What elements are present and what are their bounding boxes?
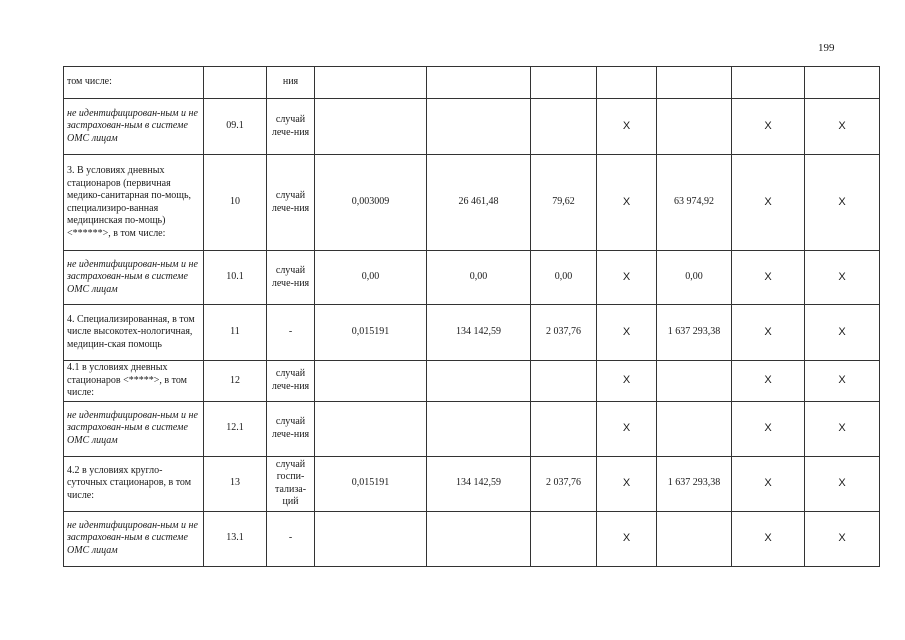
row-mark-cell: X: [597, 361, 657, 402]
row-mark-cell: X: [732, 401, 805, 456]
row-total-cell: [657, 401, 732, 456]
row-mark-cell: X: [732, 155, 805, 251]
table-row: [64, 305, 880, 361]
row-number-cell: 12: [204, 361, 267, 402]
row-number-cell: 10: [204, 155, 267, 251]
row-percapita-cell: [531, 67, 597, 99]
table-row: [64, 511, 880, 566]
table-row: [64, 251, 880, 305]
table-row: [64, 99, 880, 155]
row-unit-cell: случай лече-ния: [267, 401, 315, 456]
row-total-cell: 0,00: [657, 251, 732, 305]
row-name-cell: 3. В условиях дневных стационаров (первичная медико-санитарная по-мощь, специализиро-ванная медицинская по-мощь)<******>, в том числе:: [64, 155, 204, 251]
row-name-cell: не идентифицирован-ным и не застрахован-ным в системе ОМС лицам: [64, 511, 204, 566]
row-mark-cell: X: [597, 99, 657, 155]
row-total-cell: [657, 511, 732, 566]
row-total-cell: [657, 67, 732, 99]
row-unit-cell: -: [267, 305, 315, 361]
row-name-cell: 4. Специализированная, в том числе высокотех-нологичная, медицин-ская помощь: [64, 305, 204, 361]
row-unit-cell: случай лече-ния: [267, 99, 315, 155]
row-percapita-cell: 2 037,76: [531, 305, 597, 361]
row-percapita-cell: 0,00: [531, 251, 597, 305]
row-percapita-cell: [531, 401, 597, 456]
row-cost-cell: 134 142,59: [427, 456, 531, 511]
row-percapita-cell: [531, 99, 597, 155]
row-number-cell: 11: [204, 305, 267, 361]
row-total-cell: 63 974,92: [657, 155, 732, 251]
row-number-cell: 10.1: [204, 251, 267, 305]
row-number-cell: [204, 67, 267, 99]
row-name-cell: не идентифицирован-ным и не застрахован-ным в системе ОМС лицам: [64, 401, 204, 456]
row-mark-cell: X: [732, 361, 805, 402]
row-cost-cell: [427, 401, 531, 456]
row-norm-cell: [315, 361, 427, 402]
row-percapita-cell: [531, 361, 597, 402]
row-number-cell: 13.1: [204, 511, 267, 566]
row-mark-cell: X: [805, 361, 880, 402]
row-unit-cell: ния: [267, 67, 315, 99]
row-total-cell: 1 637 293,38: [657, 456, 732, 511]
row-norm-cell: 0,003009: [315, 155, 427, 251]
row-norm-cell: 0,015191: [315, 305, 427, 361]
row-norm-cell: [315, 67, 427, 99]
table-row: [64, 401, 880, 456]
row-unit-cell: случай лече-ния: [267, 361, 315, 402]
page-number: 199: [818, 42, 835, 54]
row-percapita-cell: [531, 511, 597, 566]
row-cost-cell: [427, 361, 531, 402]
row-mark-cell: X: [805, 99, 880, 155]
row-mark-cell: X: [732, 251, 805, 305]
data-table: [63, 66, 880, 567]
row-unit-cell: случай госпи-тализа-ций: [267, 456, 315, 511]
table-row: [64, 456, 880, 511]
row-mark-cell: X: [805, 305, 880, 361]
row-norm-cell: [315, 99, 427, 155]
row-mark-cell: X: [805, 456, 880, 511]
row-mark-cell: X: [597, 305, 657, 361]
row-mark-cell: X: [732, 99, 805, 155]
row-name-cell: том числе:: [64, 67, 204, 99]
row-unit-cell: случай лече-ния: [267, 251, 315, 305]
row-name-cell: 4.1 в условиях дневных стационаров <*****>, в том числе:: [64, 361, 204, 402]
row-cost-cell: 26 461,48: [427, 155, 531, 251]
row-norm-cell: [315, 401, 427, 456]
row-mark-cell: X: [597, 401, 657, 456]
row-percapita-cell: 2 037,76: [531, 456, 597, 511]
table-body: [64, 67, 880, 567]
row-total-cell: [657, 99, 732, 155]
row-name-cell: 4.2 в условиях кругло-суточных стационаров, в том числе:: [64, 456, 204, 511]
row-mark-cell: X: [805, 251, 880, 305]
row-cost-cell: [427, 511, 531, 566]
table-row: [64, 155, 880, 251]
row-unit-cell: -: [267, 511, 315, 566]
row-mark-cell: [805, 67, 880, 99]
row-mark-cell: [597, 67, 657, 99]
row-total-cell: 1 637 293,38: [657, 305, 732, 361]
row-mark-cell: X: [597, 511, 657, 566]
row-mark-cell: X: [805, 155, 880, 251]
row-norm-cell: 0,00: [315, 251, 427, 305]
row-number-cell: 13: [204, 456, 267, 511]
row-mark-cell: X: [732, 511, 805, 566]
table-row: [64, 361, 880, 402]
row-cost-cell: [427, 99, 531, 155]
row-mark-cell: X: [597, 155, 657, 251]
row-mark-cell: X: [805, 401, 880, 456]
row-unit-cell: случай лече-ния: [267, 155, 315, 251]
row-percapita-cell: 79,62: [531, 155, 597, 251]
row-name-cell: не идентифицирован-ным и не застрахован-ным в системе ОМС лицам: [64, 99, 204, 155]
row-mark-cell: X: [597, 456, 657, 511]
row-number-cell: 09.1: [204, 99, 267, 155]
row-cost-cell: 134 142,59: [427, 305, 531, 361]
row-total-cell: [657, 361, 732, 402]
table-row: [64, 67, 880, 99]
row-cost-cell: 0,00: [427, 251, 531, 305]
row-mark-cell: X: [805, 511, 880, 566]
row-mark-cell: X: [732, 456, 805, 511]
row-name-cell: не идентифицирован-ным и не застрахован-ным в системе ОМС лицам: [64, 251, 204, 305]
row-number-cell: 12.1: [204, 401, 267, 456]
row-mark-cell: X: [597, 251, 657, 305]
row-norm-cell: [315, 511, 427, 566]
row-mark-cell: X: [732, 305, 805, 361]
row-cost-cell: [427, 67, 531, 99]
row-norm-cell: 0,015191: [315, 456, 427, 511]
row-mark-cell: [732, 67, 805, 99]
